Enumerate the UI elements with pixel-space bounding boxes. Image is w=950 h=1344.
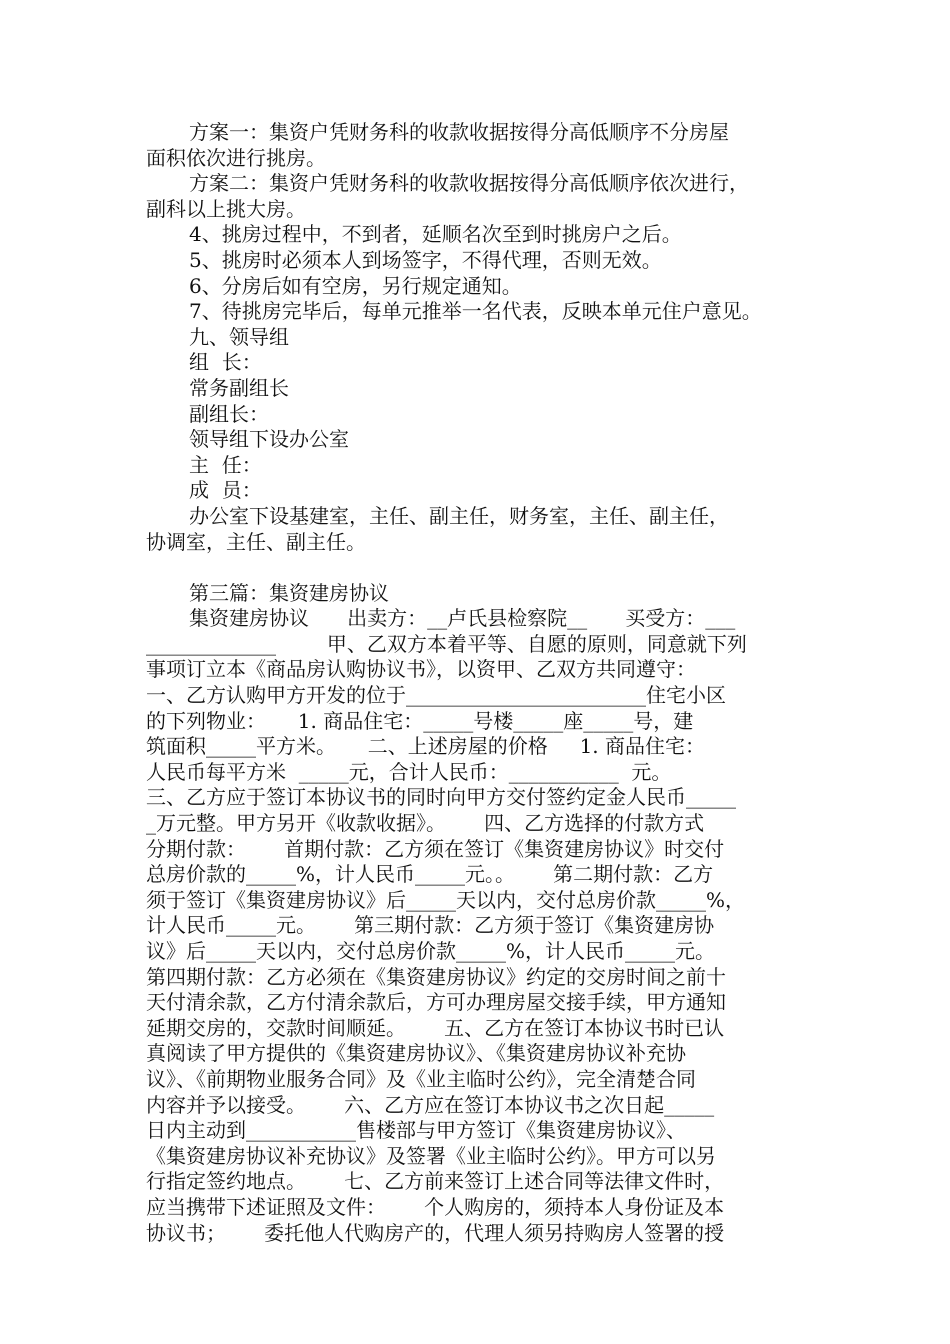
document-page [146,120,814,1246]
text-line: 事项订立本《商品房认购协议书》，以资甲、乙双方共同遵守： [146,657,696,682]
text-line: 人民币每平方米 _____元，合计人民币：___________ 元。 [146,759,672,784]
text-line: 计人民币_____元。 第三期付款：乙方须于签订《集资建房协 [146,913,715,938]
text-line: 集资建房协议 出卖方：__卢氏县检察院__ 买受方：___ [189,606,736,631]
text-line: 第三篇：集资建房协议 [189,580,389,605]
text-line: 方案二：集资户凭财务科的收款收据按得分高低顺序依次进行， [189,171,749,196]
text-line: 面积依次进行挑房。 [146,145,326,170]
text-line: 应当携带下述证照及文件： 个人购房的，须持本人身份证及本 [146,1194,725,1219]
text-line: 议》、《前期物业服务合同》及《业主临时公约》，完全清楚合同 [146,1066,696,1091]
text-line: 副科以上挑大房。 [146,196,306,221]
text-line: 副组长： [189,401,269,426]
text-line: 行指定签约地点。 七、乙方前来签订上述合同等法律文件时， [146,1169,725,1194]
text-line: 6、分房后如有空房，另行规定通知。 [189,273,522,298]
text-line: 领导组下设办公室 [189,427,349,452]
text-line: 办公室下设基建室，主任、副主任，财务室，主任、副主任， [189,503,729,528]
text-line: 议》后_____天以内，交付总房价款_____%，计人民币_____元。 [146,939,716,963]
text-line: 4、挑房过程中，不到者，延顺名次至到时挑房户之后。 [189,222,682,247]
text-line: 协调室，主任、副主任。 [146,529,366,554]
text-line: 延期交房的，交款时间顺延。 五、乙方在签订本协议书时已认 [146,1015,725,1040]
text-line: 天付清余款，乙方付清余款后，方可办理房屋交接手续，甲方通知 [146,990,726,1015]
text-line: 内容并予以接受。 六、乙方应在签订本协议书之次日起_____ [146,1092,715,1117]
text-line: 协议书； 委托他人代购房产的，代理人须另持购房人签署的授 [146,1220,725,1245]
section-two-tail [146,120,814,555]
text-line: 主 任： [189,452,262,477]
text-line: 九、领导组 [189,324,289,349]
text-line: 总房价款的_____%，计人民币_____元。。 第二期付款：乙方 [146,862,714,887]
text-line: 成 员： [189,478,262,503]
section-three-agreement [146,581,814,1246]
text-line: 筑面积_____平方米。 二、上述房屋的价格 1. 商品住宅： [146,734,706,759]
text-line: 《集资建房协议补充协议》及签署《业主临时公约》。甲方可以另 [146,1143,716,1168]
text-line: 7、待挑房完毕后，每单元推举一名代表，反映本单元住户意见。 [189,299,762,324]
text-line: 真阅读了甲方提供的《集资建房协议》、《集资建房协议补充协 [146,1041,686,1066]
text-line: 须于签订《集资建房协议》后_____天以内，交付总房价款_____%， [146,887,746,912]
text-line: 一、乙方认购甲方开发的位于________________________住宅小区 [146,683,726,708]
paragraph-gap [146,555,814,581]
text-line: 的下列物业： 1. 商品住宅：_____号楼_____座_____号，建 [146,708,694,733]
text-line: 第四期付款：乙方必须在《集资建房协议》约定的交房时间之前十 [146,964,726,989]
text-line: 方案一：集资户凭财务科的收款收据按得分高低顺序不分房屋 [189,120,729,144]
text-line: _万元整。甲方另开《收款收据》。 四、乙方选择的付款方式 [146,811,705,836]
text-line: 分期付款： 首期付款：乙方须在签订《集资建房协议》时交付 [146,836,725,861]
text-line: 日内主动到___________售楼部与甲方签订《集资建房协议》、 [146,1118,686,1143]
text-line: 三、乙方应于签订本协议书的同时向甲方交付签约定金人民币_____ [146,785,736,810]
text-line: 常务副组长 [189,375,289,400]
text-line: 5、挑房时必须本人到场签字，不得代理，否则无效。 [189,247,662,272]
text-line: _____________ 甲、乙双方本着平等、自愿的原则，同意就下列 [146,631,747,656]
text-line: 组 长： [189,350,262,375]
